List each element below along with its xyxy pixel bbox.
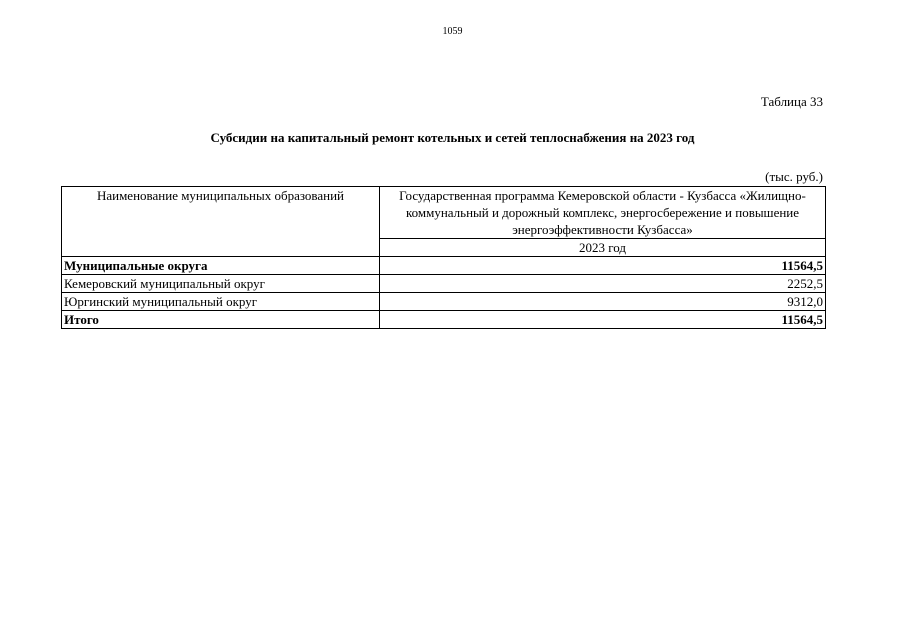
row-value: 2252,5 (380, 275, 826, 293)
table-row (62, 275, 826, 293)
units-label: (тыс. руб.) (765, 169, 823, 184)
page-number: 1059 (442, 26, 463, 37)
row-value: 11564,5 (380, 257, 826, 275)
row-name: Кемеровский муниципальный округ (62, 275, 380, 293)
header-municipality-name: Наименование муниципальных образований (62, 187, 380, 257)
document-title: Субсидии на капитальный ремонт котельных и сетей теплоснабжения на 2023 год (210, 130, 695, 145)
row-value: 9312,0 (380, 293, 826, 311)
row-name: Юргинский муниципальный округ (62, 293, 380, 311)
table-total-row (62, 311, 826, 329)
subsidies-table (61, 186, 826, 329)
table-header-row (62, 187, 826, 239)
header-program-name: Государственная программа Кемеровской области - Кузбасса «Жилищно-коммунальный и дорожный комплекс, энергосбережение и повышение энергоэффективности Кузбасса» (380, 187, 826, 239)
table-row (62, 257, 826, 275)
table-label: Таблица 33 (760, 94, 823, 109)
row-name: Муниципальные округа (62, 257, 380, 275)
table-row (62, 293, 826, 311)
header-year: 2023 год (380, 239, 826, 257)
total-value: 11564,5 (380, 311, 826, 329)
total-label: Итого (62, 311, 380, 329)
